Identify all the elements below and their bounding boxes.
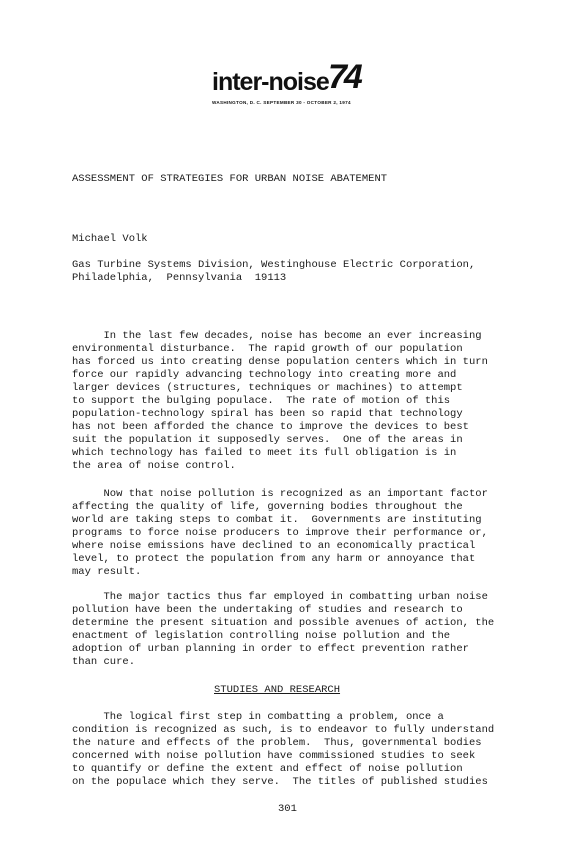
logo-location-dates: WASHINGTON, D. C. SEPTEMBER 30 - OCTOBER 2, 1974 — [212, 100, 351, 105]
text-line: larger devices (structures, techniques or machines) to attempt — [72, 382, 463, 394]
conference-logo — [212, 58, 372, 112]
text-line: environmental disturbance. The rapid growth of our population — [72, 343, 463, 355]
text-line: pollution have been the undertaking of studies and research to — [72, 604, 463, 616]
text-line: where noise emissions have declined to an economically practical — [72, 540, 476, 552]
text-line: the area of noise control. — [72, 460, 236, 472]
text-line: the nature and effects of the problem. Thus, governmental bodies — [72, 737, 482, 749]
text-line: population-technology spiral has been so rapid that technology — [72, 408, 463, 420]
text-line: force our rapidly advancing technology into creating more and — [72, 369, 457, 381]
paper-title: ASSESSMENT OF STRATEGIES FOR URBAN NOISE ABATEMENT — [72, 173, 388, 185]
text-line: suit the population it supposedly serves. One of the areas in — [72, 434, 463, 446]
logo-year: 74 — [328, 58, 360, 96]
author-name: Michael Volk — [72, 233, 148, 245]
text-line: which technology has failed to meet its full obligation is in — [72, 447, 457, 459]
text-line: affecting the quality of life, governing bodies throughout the — [72, 501, 463, 513]
text-line: on the populace which they serve. The titles of published studies — [72, 776, 488, 788]
text-line: enactment of legislation controlling noise pollution and the — [72, 630, 451, 642]
text-line: condition is recognized as such, is to endeavor to fully understand — [72, 724, 495, 736]
text-line: adoption of urban planning in order to effect prevention rather — [72, 643, 469, 655]
text-line: has not been afforded the chance to improve the devices to best — [72, 421, 469, 433]
affiliation-line: Gas Turbine Systems Division, Westinghouse Electric Corporation, — [72, 259, 476, 271]
text-line: programs to force noise producers to improve their performance or, — [72, 527, 488, 539]
text-line: level, to protect the population from any harm or annoyance that — [72, 553, 476, 565]
text-line: world are taking steps to combat it. Governments are instituting — [72, 514, 482, 526]
text-line: determine the present situation and possible avenues of action, the — [72, 617, 495, 629]
text-line: may result. — [72, 566, 142, 578]
body-paragraph — [72, 488, 512, 579]
text-line: to support the bulging populace. The rate of motion of this — [72, 395, 451, 407]
body-paragraph — [72, 591, 512, 669]
affiliation-line: Philadelphia, Pennsylvania 19113 — [72, 272, 287, 284]
text-line: Now that noise pollution is recognized as an important factor — [72, 488, 488, 500]
text-line: In the last few decades, noise has become an ever increasing — [72, 330, 482, 342]
text-line: The logical first step in combatting a problem, once a — [72, 711, 444, 723]
text-line: concerned with noise pollution have commissioned studies to seek — [72, 750, 476, 762]
text-line: has forced us into creating dense population centers which in turn — [72, 356, 488, 368]
text-line: than cure. — [72, 656, 136, 668]
body-paragraph — [72, 330, 512, 473]
body-paragraph — [72, 711, 512, 789]
page-number: 301 — [278, 803, 297, 815]
section-heading: STUDIES AND RESEARCH — [214, 684, 341, 696]
logo-wordmark: inter-noise — [212, 68, 329, 96]
text-line: to quantify or define the extent and effect of noise pollution — [72, 763, 463, 775]
text-line: The major tactics thus far employed in combatting urban noise — [72, 591, 488, 603]
